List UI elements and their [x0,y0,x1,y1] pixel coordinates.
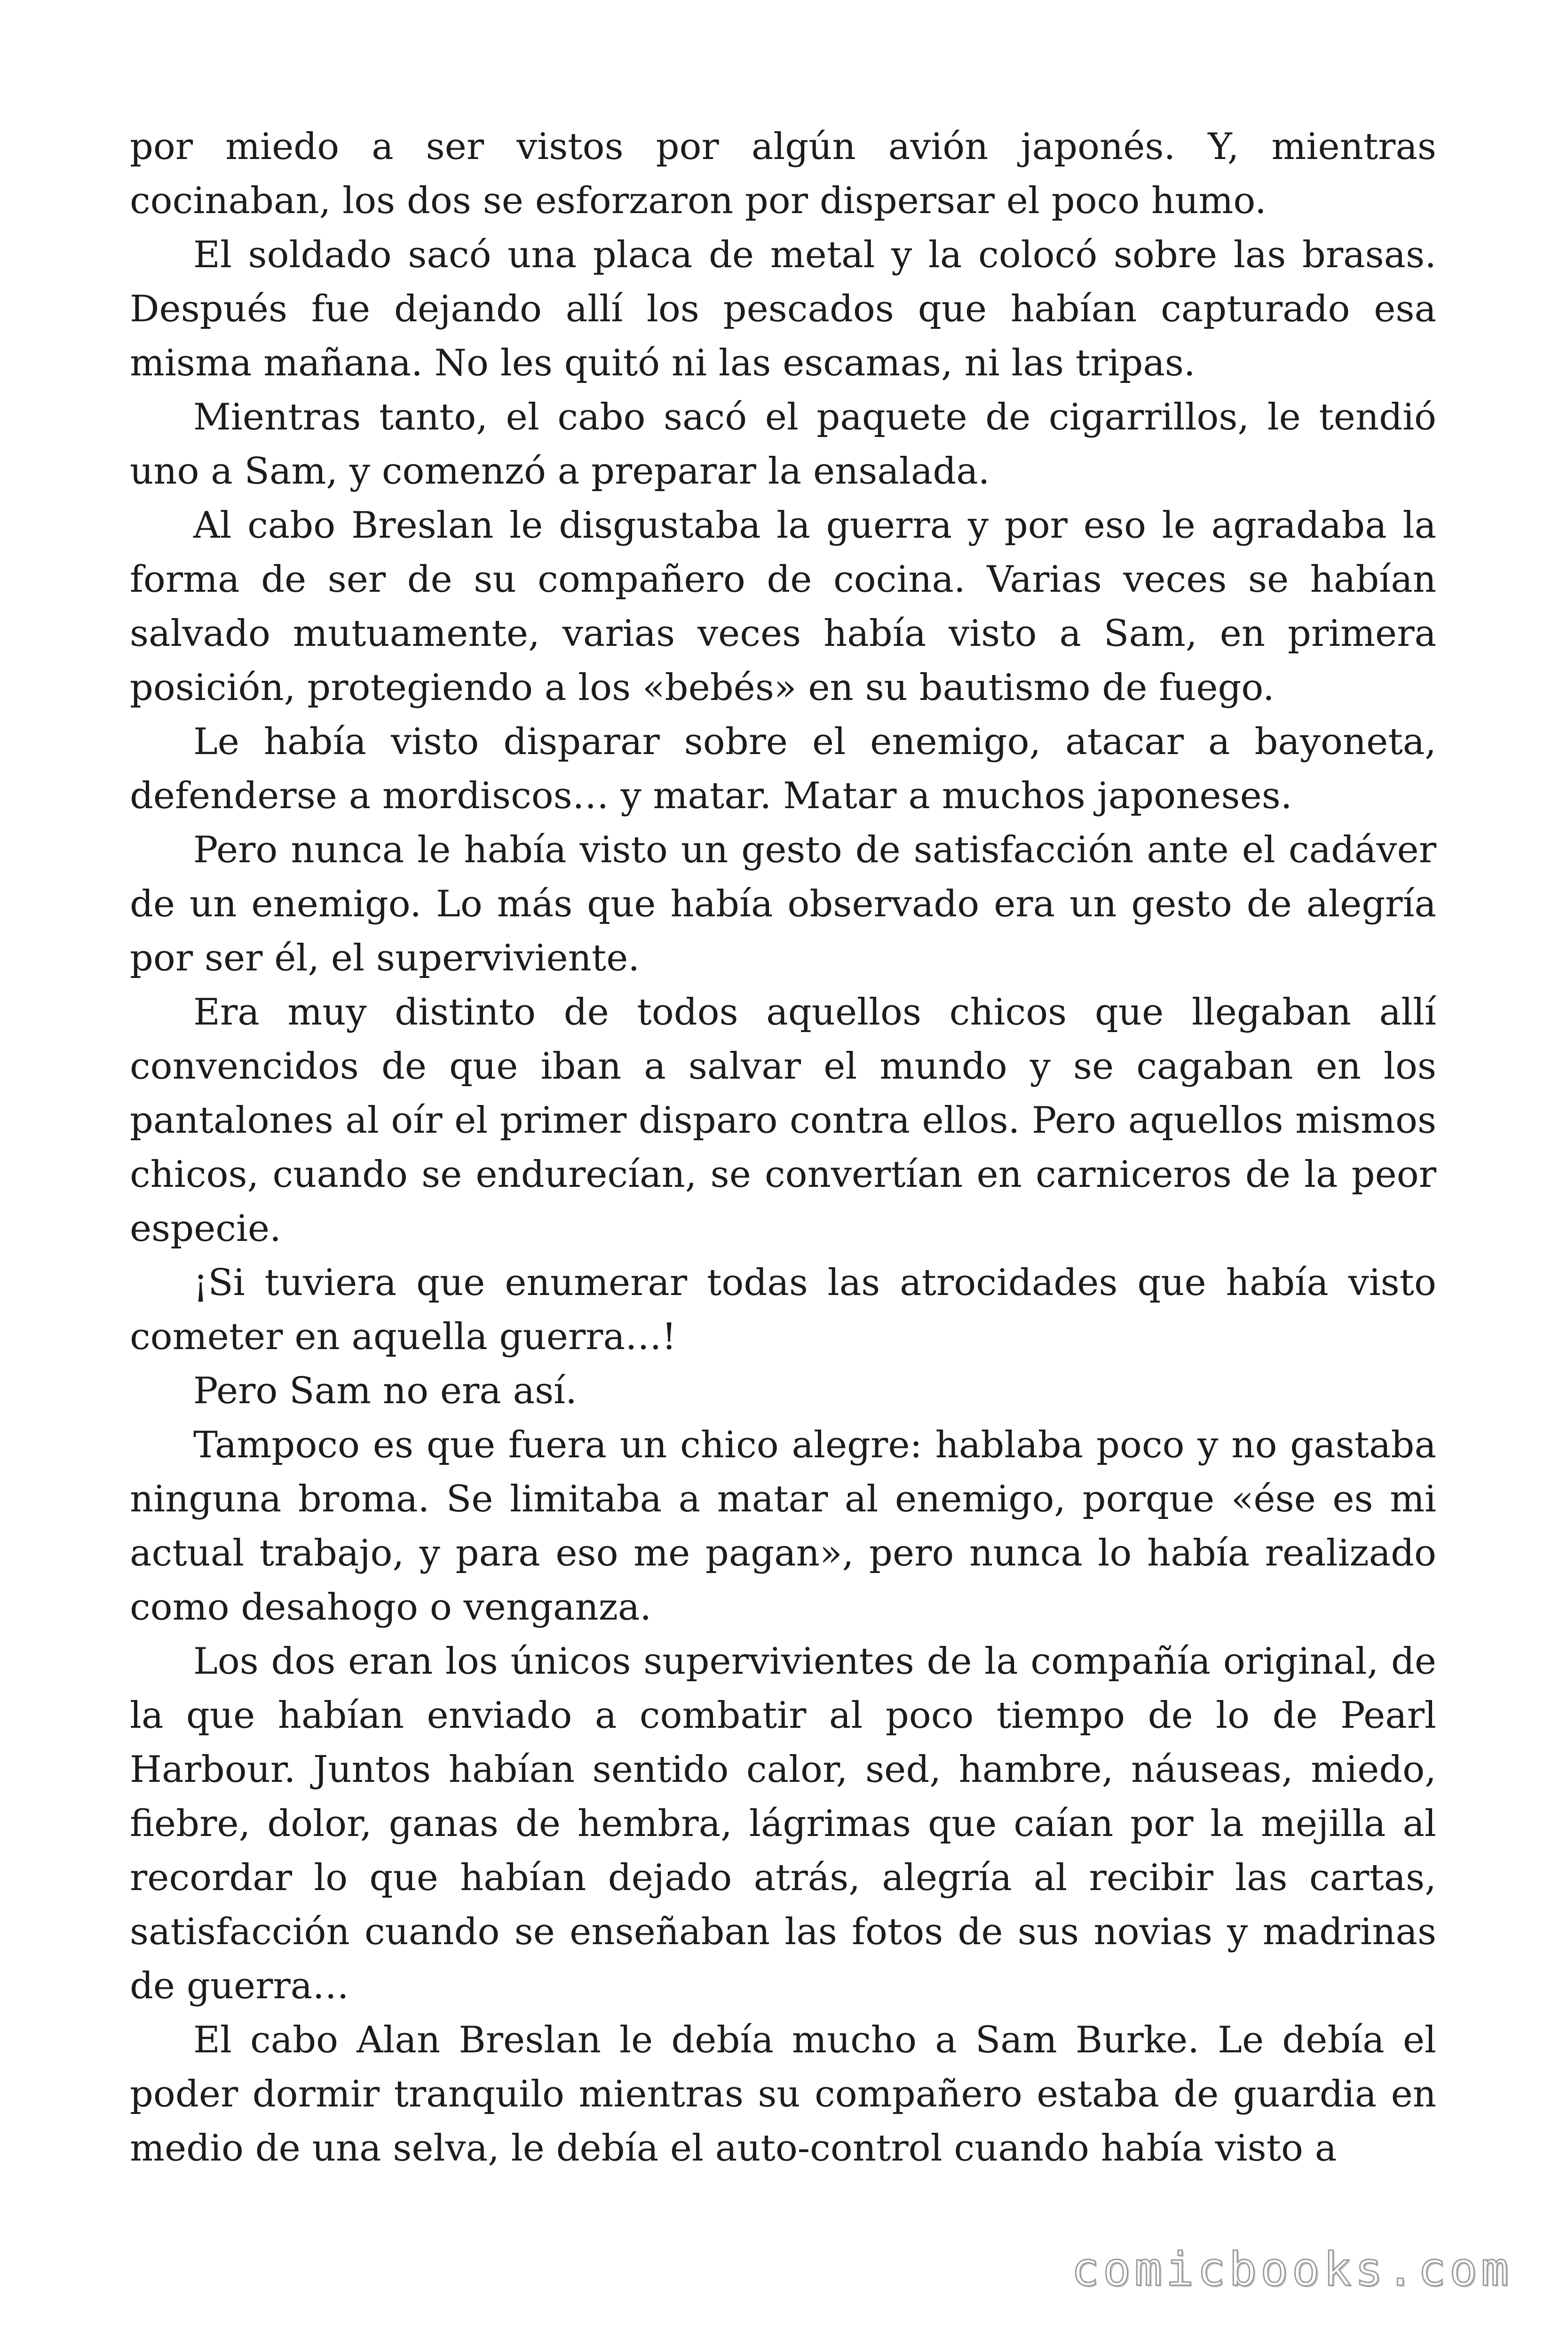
paragraph: Al cabo Breslan le disgustaba la guerra y por eso le agradaba la forma de ser de su compañero de cocina. Varias veces se habían salvado mutuamente, varias veces había visto a Sam, en primera posición, protegiendo a los «bebés» en su bautismo de fuego. [130,504,1436,709]
watermark: comicbooks.com [1071,2243,1513,2296]
paragraph: El cabo Alan Breslan le debía mucho a Sam Burke. Le debía el poder dormir tranquilo mientras su compañero estaba de guardia en medio de una selva, le debía el auto-control cuando había visto a [130,2019,1436,2169]
paragraph: Mientras tanto, el cabo sacó el paquete de cigarrillos, le tendió uno a Sam, y comenzó a preparar la ensalada. [130,396,1436,493]
paragraph: Tampoco es que fuera un chico alegre: hablaba poco y no gastaba ninguna broma. Se limitaba a matar al enemigo, porque «ése es mi actual trabajo, y para eso me pagan», pero nunca lo había realizado como desahogo o venganza. [130,1424,1436,1629]
paragraph: por miedo a ser vistos por algún avión japonés. Y, mientras cocinaban, los dos se esforzaron por dispersar el poco humo. [130,126,1436,222]
paragraph: Los dos eran los únicos supervivientes de la compañía original, de la que habían enviado a combatir al poco tiempo de lo de Pearl Harbour. Juntos habían sentido calor, sed, hambre, náuseas, miedo, fiebre, dolor, ganas de hembra, lágrimas que caían por la mejilla al recordar lo que habían dejado atrás, alegría al recibir las cartas, satisfacción cuando se enseñaban las fotos de sus novias y madrinas de guerra… [130,1640,1436,2007]
paragraph: Le había visto disparar sobre el enemigo, atacar a bayoneta, defenderse a mordiscos… y matar. Matar a muchos japoneses. [130,721,1436,817]
paragraph: El soldado sacó una placa de metal y la colocó sobre las brasas. Después fue dejando allí los pescados que habían capturado esa misma mañana. No les quitó ni las escamas, ni las tripas. [130,234,1436,384]
paragraph: Era muy distinto de todos aquellos chicos que llegaban allí convencidos de que iban a salvar el mundo y se cagaban en los pantalones al oír el primer disparo contra ellos. Pero aquellos mismos chicos, cuando se endurecían, se convertían en carniceros de la peor especie. [130,991,1436,1250]
paragraph: ¡Si tuviera que enumerar todas las atrocidades que había visto cometer en aquella guerra…! [130,1262,1436,1358]
text-page [130,120,1436,2176]
paragraph: Pero Sam no era así. [193,1370,577,1412]
paragraph: Pero nunca le había visto un gesto de satisfacción ante el cadáver de un enemigo. Lo más que había observado era un gesto de alegría por ser él, el superviviente. [130,829,1436,979]
